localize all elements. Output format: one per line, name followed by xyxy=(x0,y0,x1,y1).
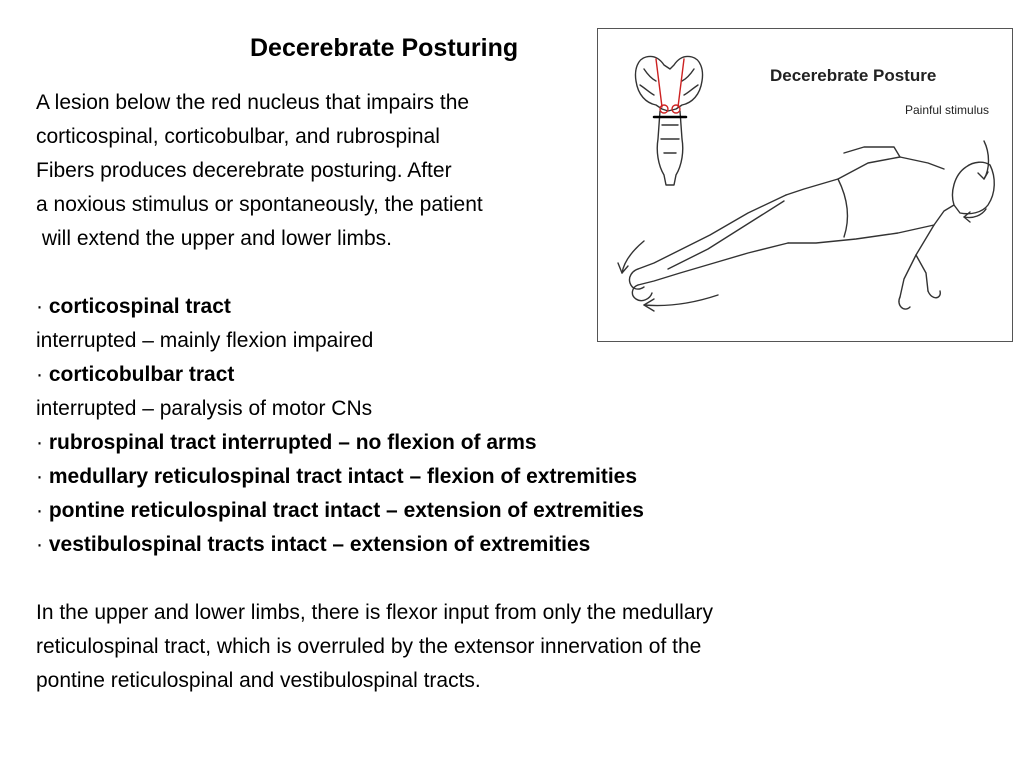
tract-name: pontine reticulospinal tract intact – extension of extremities xyxy=(48,499,644,522)
intro-line: Fibers produces decerebrate posturing. After xyxy=(36,159,452,182)
spacer xyxy=(36,562,713,596)
bullet: · xyxy=(36,465,43,488)
bullet: · xyxy=(36,295,43,318)
tract-item-pontine xyxy=(36,494,713,528)
summary-line: pontine reticulospinal and vestibulospinal tracts. xyxy=(36,669,481,692)
intro-line: will extend the upper and lower limbs. xyxy=(36,227,393,250)
slide-title: Decerebrate Posturing xyxy=(250,34,519,62)
lesion-marker-icon xyxy=(656,59,684,113)
bullet: · xyxy=(36,363,43,386)
tract-detail: interrupted – mainly flexion impaired xyxy=(36,329,374,352)
lower-limb-arrow-icon xyxy=(644,295,718,306)
summary-line: In the upper and lower limbs, there is flexor input from only the medullary xyxy=(36,601,713,624)
figure-title: Decerebrate Posture xyxy=(770,66,937,85)
intro-line: a noxious stimulus or spontaneously, the patient xyxy=(36,193,483,216)
figure-stimulus-label: Painful stimulus xyxy=(905,103,990,117)
tract-detail: interrupted – paralysis of motor CNs xyxy=(36,397,373,420)
bullet: · xyxy=(36,431,43,454)
tract-item-vestibulospinal xyxy=(36,528,713,562)
tract-name: medullary reticulospinal tract intact – flexion of extremities xyxy=(48,465,638,488)
tract-item-corticobulbar xyxy=(36,358,713,392)
tract-item-rubrospinal xyxy=(36,426,713,460)
tract-name: corticobulbar tract xyxy=(48,363,235,386)
tract-item-medullary xyxy=(36,460,713,494)
bullet: · xyxy=(36,533,43,556)
bullet: · xyxy=(36,499,43,522)
tract-name: vestibulospinal tracts intact – extension of extremities xyxy=(48,533,591,556)
tract-name: corticospinal tract xyxy=(48,295,231,318)
intro-line: corticospinal, corticobulbar, and rubrospinal xyxy=(36,125,440,148)
tract-name: rubrospinal tract interrupted – no flexion of arms xyxy=(48,431,537,454)
brainstem-diagram-icon xyxy=(635,56,702,185)
supine-body-icon xyxy=(629,147,994,309)
decerebrate-posture-figure xyxy=(597,28,1013,342)
summary-line: reticulospinal tract, which is overruled by the extensor innervation of the xyxy=(36,635,702,658)
intro-line: A lesion below the red nucleus that impairs the xyxy=(36,91,470,114)
